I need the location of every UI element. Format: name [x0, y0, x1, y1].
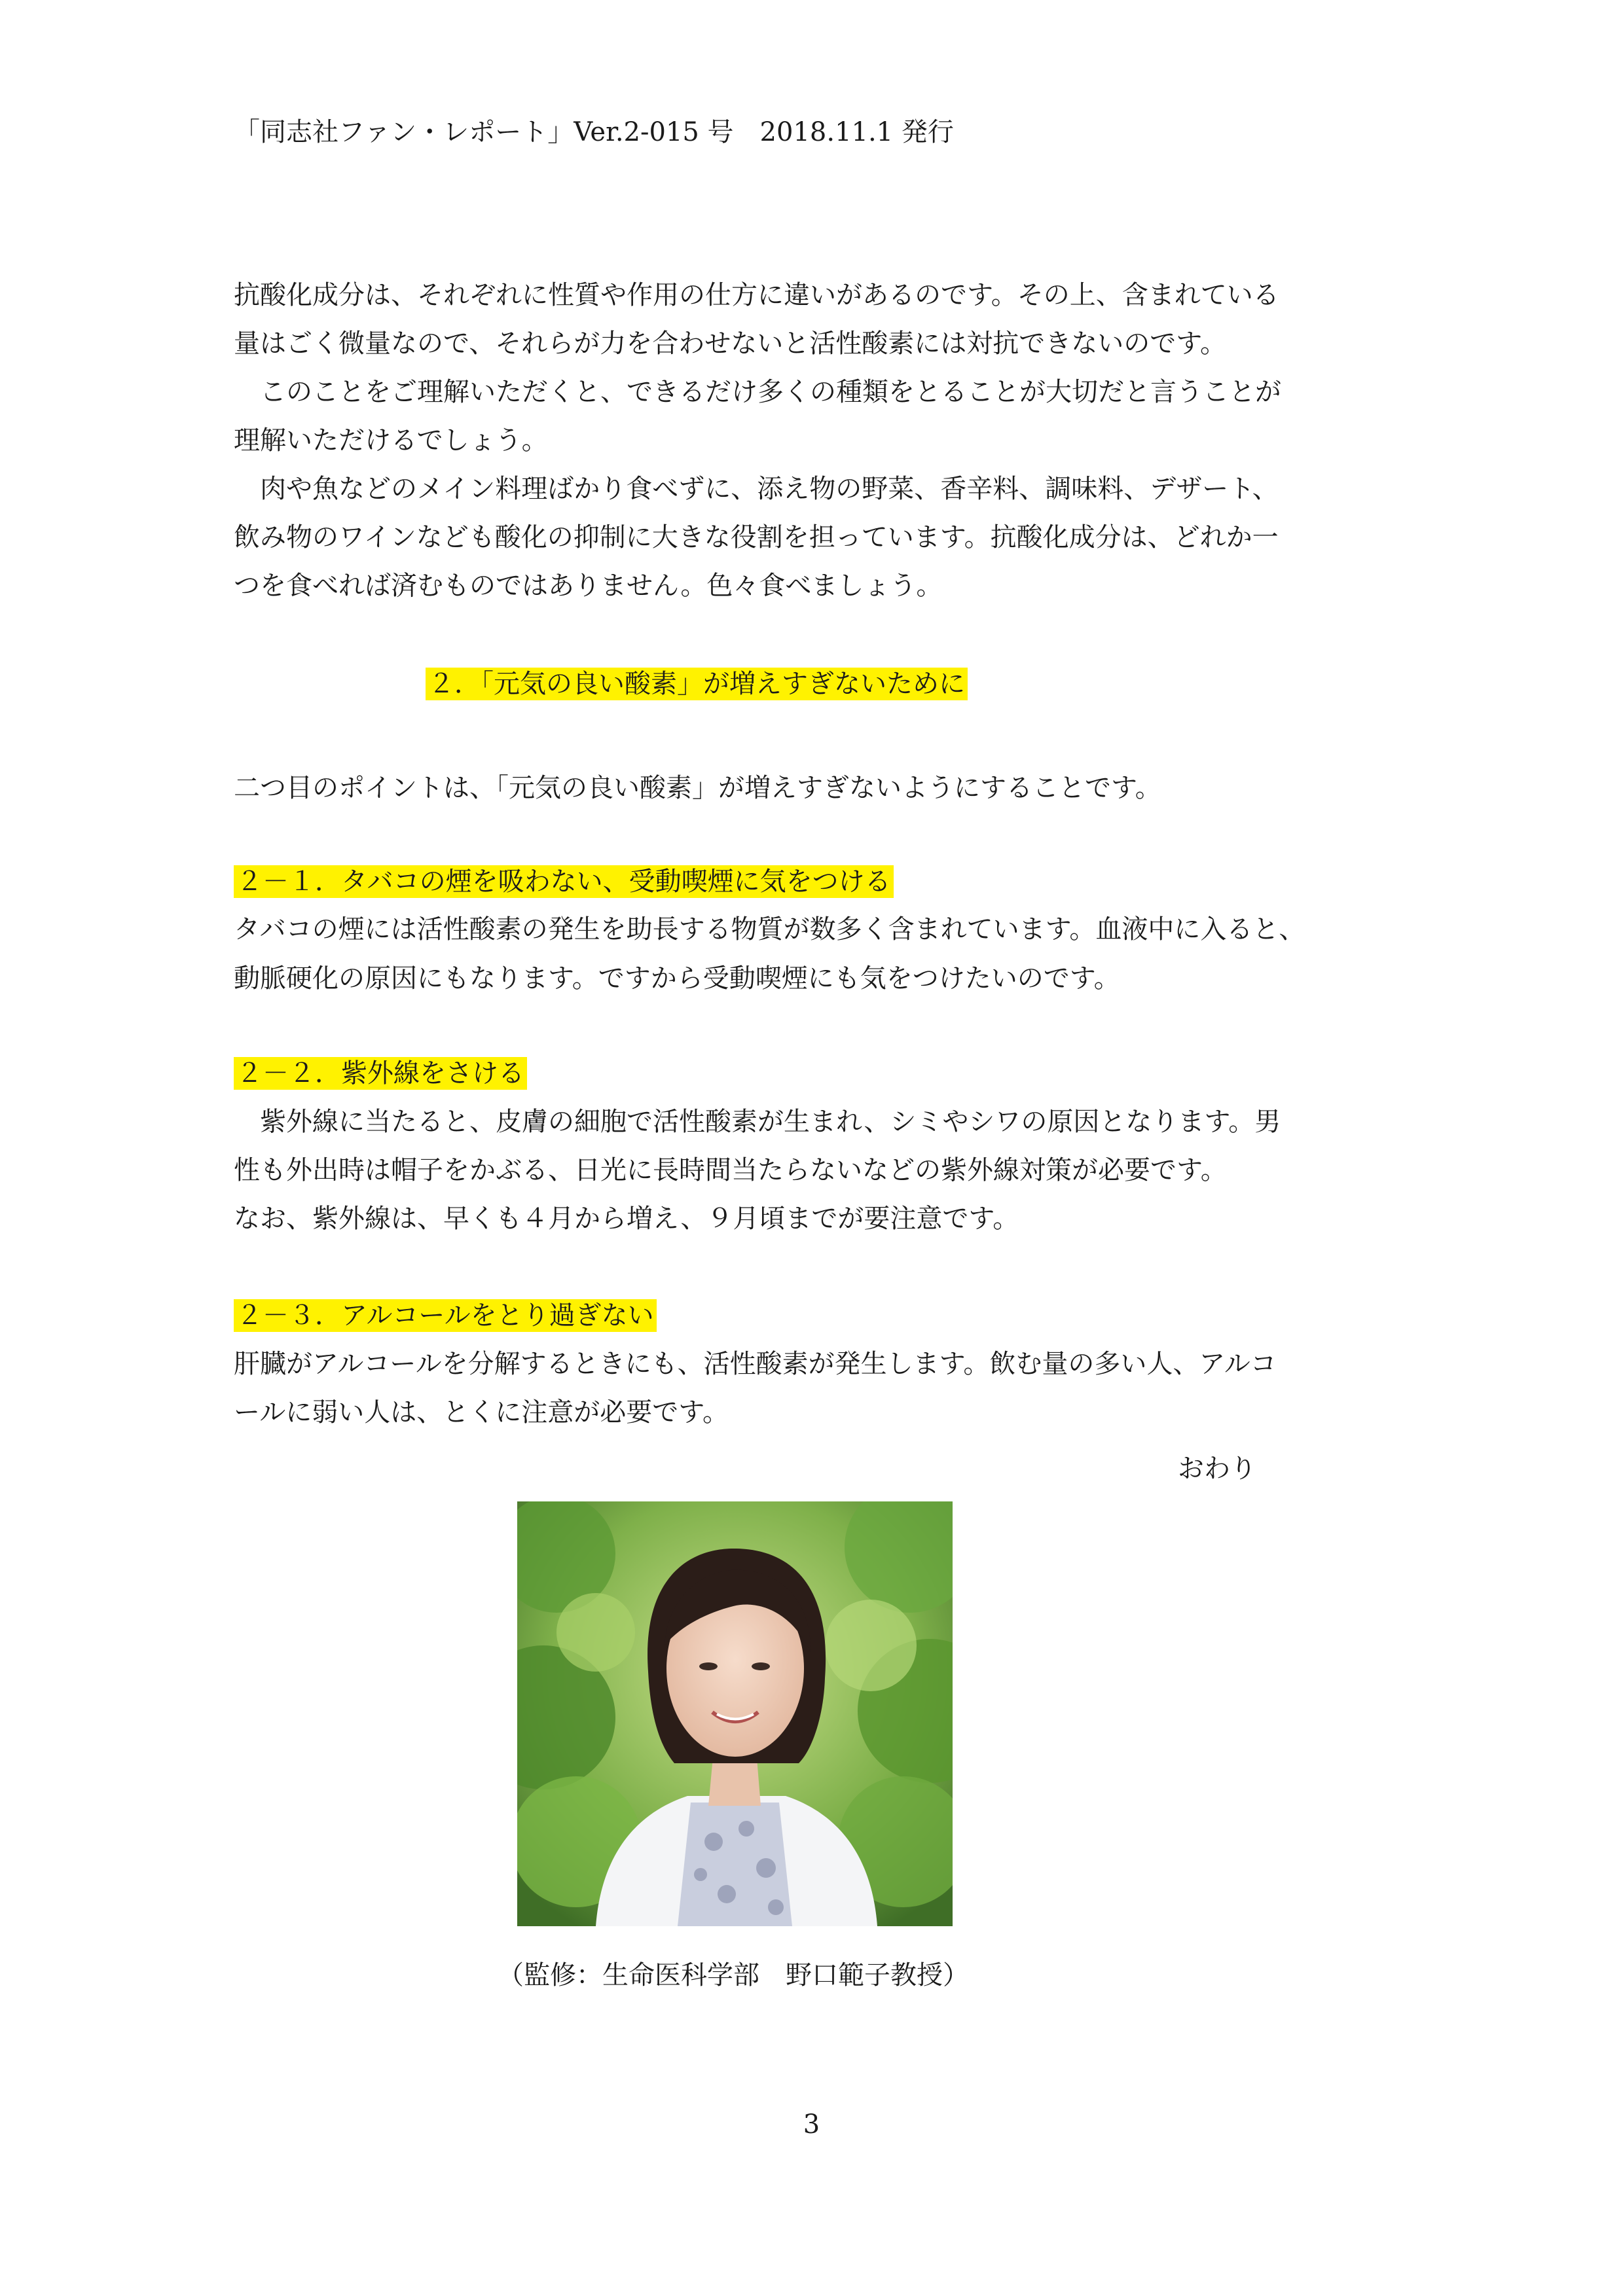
- ending-text: おわり: [1178, 1454, 1256, 1484]
- portrait-photo: [517, 1501, 953, 1926]
- body-line: 抗酸化成分は、それぞれに性質や作用の仕方に違いがあるのです。その上、含まれている: [234, 280, 1279, 310]
- photo-caption: （監修：生命医科学部 野口範子教授）: [498, 1960, 969, 1990]
- subsection-heading-wrap: [234, 1297, 657, 1334]
- body-line: つを食べれば済むものではありません。色々食べましょう。: [234, 571, 943, 601]
- body-line: 動脈硬化の原因にもなります。ですから受動喫煙にも気をつけたいのです。: [234, 963, 1120, 994]
- body-line: 性も外出時は帽子をかぶる、日光に長時間当たらないなどの紫外線対策が必要です。: [234, 1155, 1227, 1185]
- body-line: 飲み物のワインなども酸化の抑制に大きな役割を担っています。抗酸化成分は、どれか一: [234, 522, 1279, 552]
- body-line: このことをご理解いただくと、できるだけ多くの種類をとることが大切だと言うことが: [234, 377, 1281, 407]
- subsection-heading: ２－２．紫外線をさける: [234, 1057, 527, 1090]
- body-line: タバコの煙には活性酸素の発生を助長する物質が数多く含まれています。血液中に入ると、: [234, 914, 1305, 944]
- subsection-heading-wrap: [234, 863, 894, 900]
- subsection-heading: ２－１．タバコの煙を吸わない、受動喫煙に気をつける: [234, 865, 894, 898]
- body-line: 理解いただけるでしょう。: [234, 425, 548, 456]
- subsection-heading: ２－３．アルコールをとり過ぎない: [234, 1299, 657, 1332]
- section-title: ２．「元気の良い酸素」が増えすぎないために: [426, 668, 968, 700]
- body-line: 紫外線に当たると、皮膚の細胞で活性酸素が生まれ、シミやシワの原因となります。男: [234, 1107, 1281, 1137]
- body-line: 量はごく微量なので、それらが力を合わせないと活性酸素には対抗できないのです。: [234, 329, 1226, 359]
- body-line: ールに弱い人は、とくに注意が必要です。: [234, 1397, 729, 1427]
- body-line: なお、紫外線は、早くも４月から増え、９月頃までが要注意です。: [234, 1204, 1019, 1234]
- section-title-wrap: [426, 666, 968, 702]
- document-header: 「同志社ファン・レポート」Ver.2-015 号 2018.11.1 発行: [234, 117, 954, 147]
- section-lead: 二つ目のポイントは、「元気の良い酸素」が増えすぎないようにすることです。: [234, 773, 1161, 803]
- subsection-heading-wrap: [234, 1055, 527, 1092]
- body-line: 肉や魚などのメイン料理ばかり食べずに、添え物の野菜、香辛料、調味料、デザート、: [234, 474, 1279, 504]
- page-number: 3: [803, 2109, 820, 2140]
- body-line: 肝臓がアルコールを分解するときにも、活性酸素が発生します。飲む量の多い人、アルコ: [234, 1349, 1277, 1379]
